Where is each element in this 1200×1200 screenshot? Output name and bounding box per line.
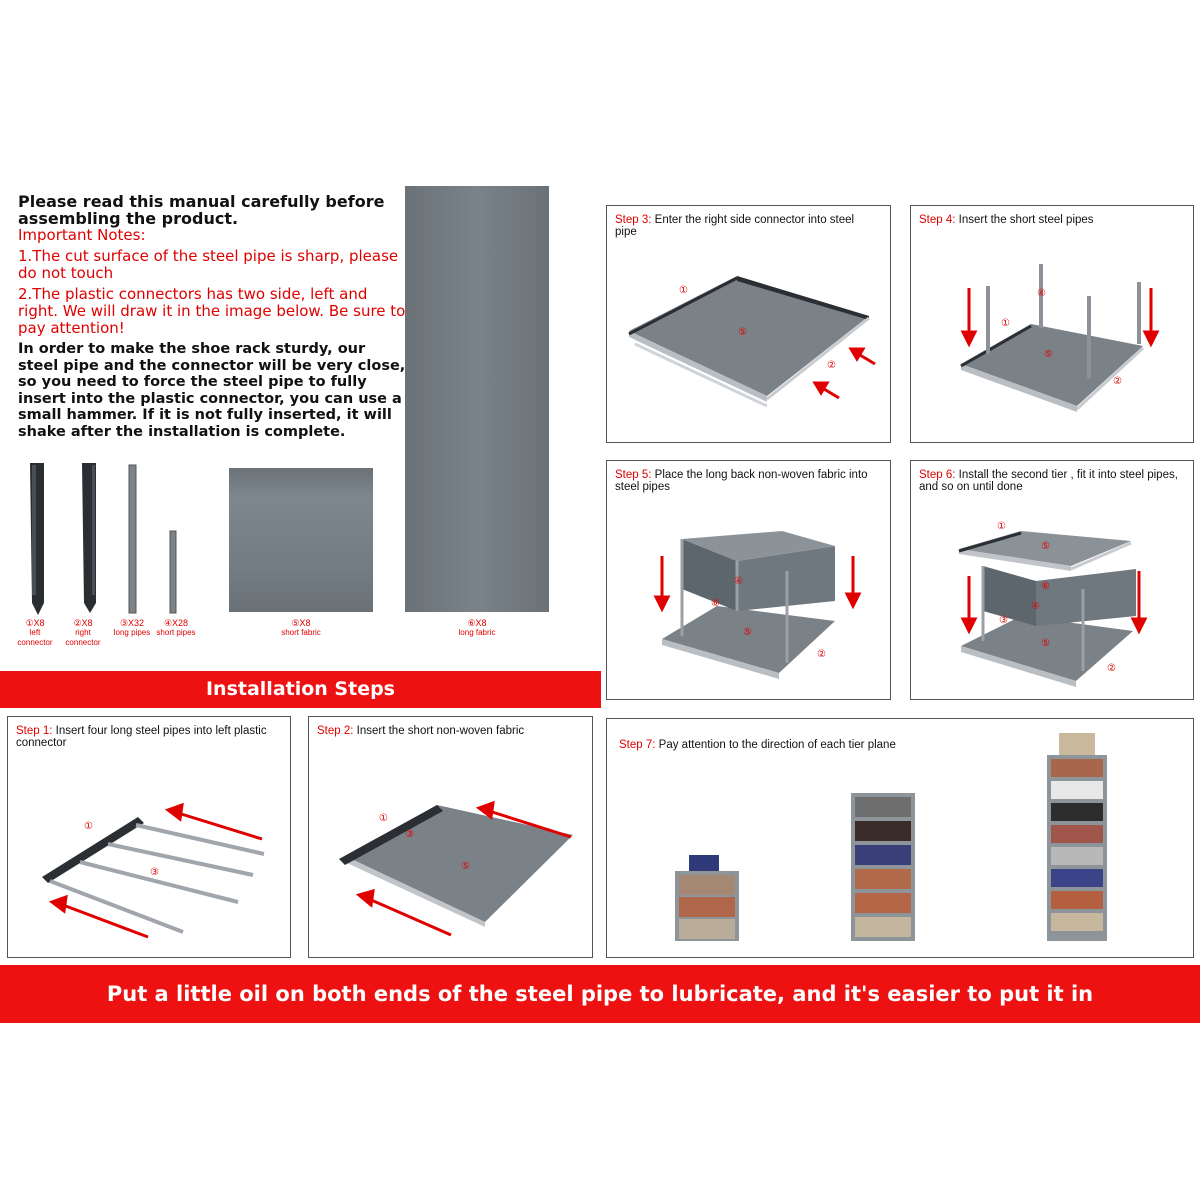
step-label: Step 1:: [16, 725, 53, 737]
step-2-illustration: [309, 717, 594, 959]
step-text: Enter the right side connector into steel pipe: [615, 214, 855, 238]
marker-2: ②: [817, 649, 826, 660]
oil-tip-text: Put a little oil on both ends of the steel pipe to lubricate, and it's easier to put it in: [106, 982, 1094, 1006]
note-2: 2.The plastic connectors has two side, left and right. We will draw it in the image below. Be sure to pay attention!: [18, 285, 406, 337]
step-3-panel: [606, 205, 891, 443]
part-name: long pipes: [113, 628, 151, 637]
step-6-panel: [910, 460, 1194, 700]
marker-6: ⑥: [1041, 581, 1050, 592]
short-fabric-image: [229, 468, 373, 612]
installation-steps-title: Installation Steps: [205, 678, 395, 700]
step-4-illustration: [911, 206, 1195, 444]
oil-tip-banner: [0, 965, 1200, 1023]
part-name: long fabric: [458, 628, 496, 637]
step-text: Insert four long steel pipes into left plastic connector: [16, 725, 267, 749]
shoe-rack-8-tier-image: [1047, 733, 1107, 941]
part-name: short pipes: [156, 628, 196, 637]
marker-4: ④: [734, 576, 743, 587]
marker-5: ⑤: [738, 327, 747, 338]
long-fabric-image: [405, 186, 549, 612]
step-label: Step 4:: [919, 214, 956, 226]
important-notes-title: Important Notes:: [18, 226, 146, 244]
step-1-panel: [7, 716, 291, 958]
short-pipe-image: [170, 531, 176, 613]
step-text: Place the long back non-woven fabric into steel pipes: [615, 469, 868, 493]
part-name: right connector: [65, 628, 101, 647]
step-2-panel: [308, 716, 593, 958]
step-5-illustration: [607, 461, 892, 701]
part-qty: ③X32: [119, 618, 145, 628]
part-label-left-connector: [12, 618, 58, 648]
part-qty: ⑥X8: [467, 618, 487, 628]
part-name: short fabric: [281, 628, 321, 637]
marker-4: ④: [1031, 601, 1040, 612]
part-qty: ④X28: [163, 618, 189, 628]
marker-1: ①: [1001, 318, 1010, 329]
steel-pipe-icons: [50, 825, 264, 932]
step-7-illustration: [607, 719, 1195, 959]
marker-5: ⑤: [1041, 638, 1050, 649]
part-label-short-pipes: [152, 618, 200, 638]
shoe-rack-3-tier-image: [675, 855, 739, 941]
step-label: Step 7:: [619, 739, 656, 751]
marker-5: ⑤: [461, 861, 470, 872]
step-6-illustration: [911, 461, 1195, 701]
step-text: Pay attention to the direction of each tier plane: [658, 739, 896, 751]
arrow-icon: [815, 349, 875, 398]
part-label-right-connector: [60, 618, 106, 648]
step-text: Insert the short steel pipes: [958, 214, 1094, 226]
step-7-panel: [606, 718, 1194, 958]
long-pipe-image: [129, 465, 136, 613]
marker-3: ③: [405, 829, 414, 840]
note-1: 1.The cut surface of the steel pipe is sharp, please do not touch: [18, 247, 399, 282]
step-text: Insert the short non-woven fabric: [356, 725, 525, 737]
marker-5: ⑤: [743, 627, 752, 638]
instruction-paragraph: In order to make the shoe rack sturdy, our steel pipe and the connector will be very close, so you need to force the steel pipe to fully insert into the plastic connector, you can use a small hammer. If it is not fully inserted, it will shake after the installation is complete.: [18, 341, 406, 440]
step-label: Step 5:: [615, 469, 652, 481]
part-name: left connector: [17, 628, 53, 647]
step-label: Step 3:: [615, 214, 652, 226]
parts-svg: [14, 455, 214, 625]
marker-6: ⑥: [711, 598, 720, 609]
marker-2: ②: [1107, 663, 1116, 674]
step-3-illustration: [607, 206, 892, 444]
part-label-long-pipes: [108, 618, 156, 638]
marker-2: ②: [1113, 376, 1122, 387]
marker-2: ②: [827, 360, 836, 371]
shoe-rack-6-tier-image: [851, 793, 915, 941]
marker-1: ①: [379, 813, 388, 824]
marker-4: ④: [1037, 288, 1046, 299]
marker-1: ①: [84, 821, 93, 832]
step-label: Step 2:: [317, 725, 354, 737]
installation-steps-banner: [0, 671, 601, 708]
step-1-illustration: [8, 717, 292, 959]
part-qty: ⑤X8: [291, 618, 311, 628]
marker-5: ⑤: [1044, 349, 1053, 360]
marker-1: ①: [679, 285, 688, 296]
marker-3: ③: [150, 867, 159, 878]
intro-block: [18, 193, 408, 440]
step-text: Install the second tier , fit it into steel pipes, and so on until done: [919, 469, 1178, 493]
marker-1: ①: [997, 521, 1006, 532]
step-5-panel: [606, 460, 891, 700]
part-qty: ①X8: [25, 618, 45, 628]
step-4-panel: [910, 205, 1194, 443]
step-label: Step 6:: [919, 469, 956, 481]
part-qty: ②X8: [73, 618, 93, 628]
part-label-long-fabric: [447, 618, 507, 638]
manual-heading: Please read this manual carefully before assembling the product.: [18, 192, 385, 228]
marker-3: ③: [999, 615, 1008, 626]
marker-5: ⑤: [1041, 541, 1050, 552]
right-connector-image: [82, 463, 96, 613]
left-connector-image: [30, 463, 44, 615]
part-label-short-fabric: [271, 618, 331, 638]
